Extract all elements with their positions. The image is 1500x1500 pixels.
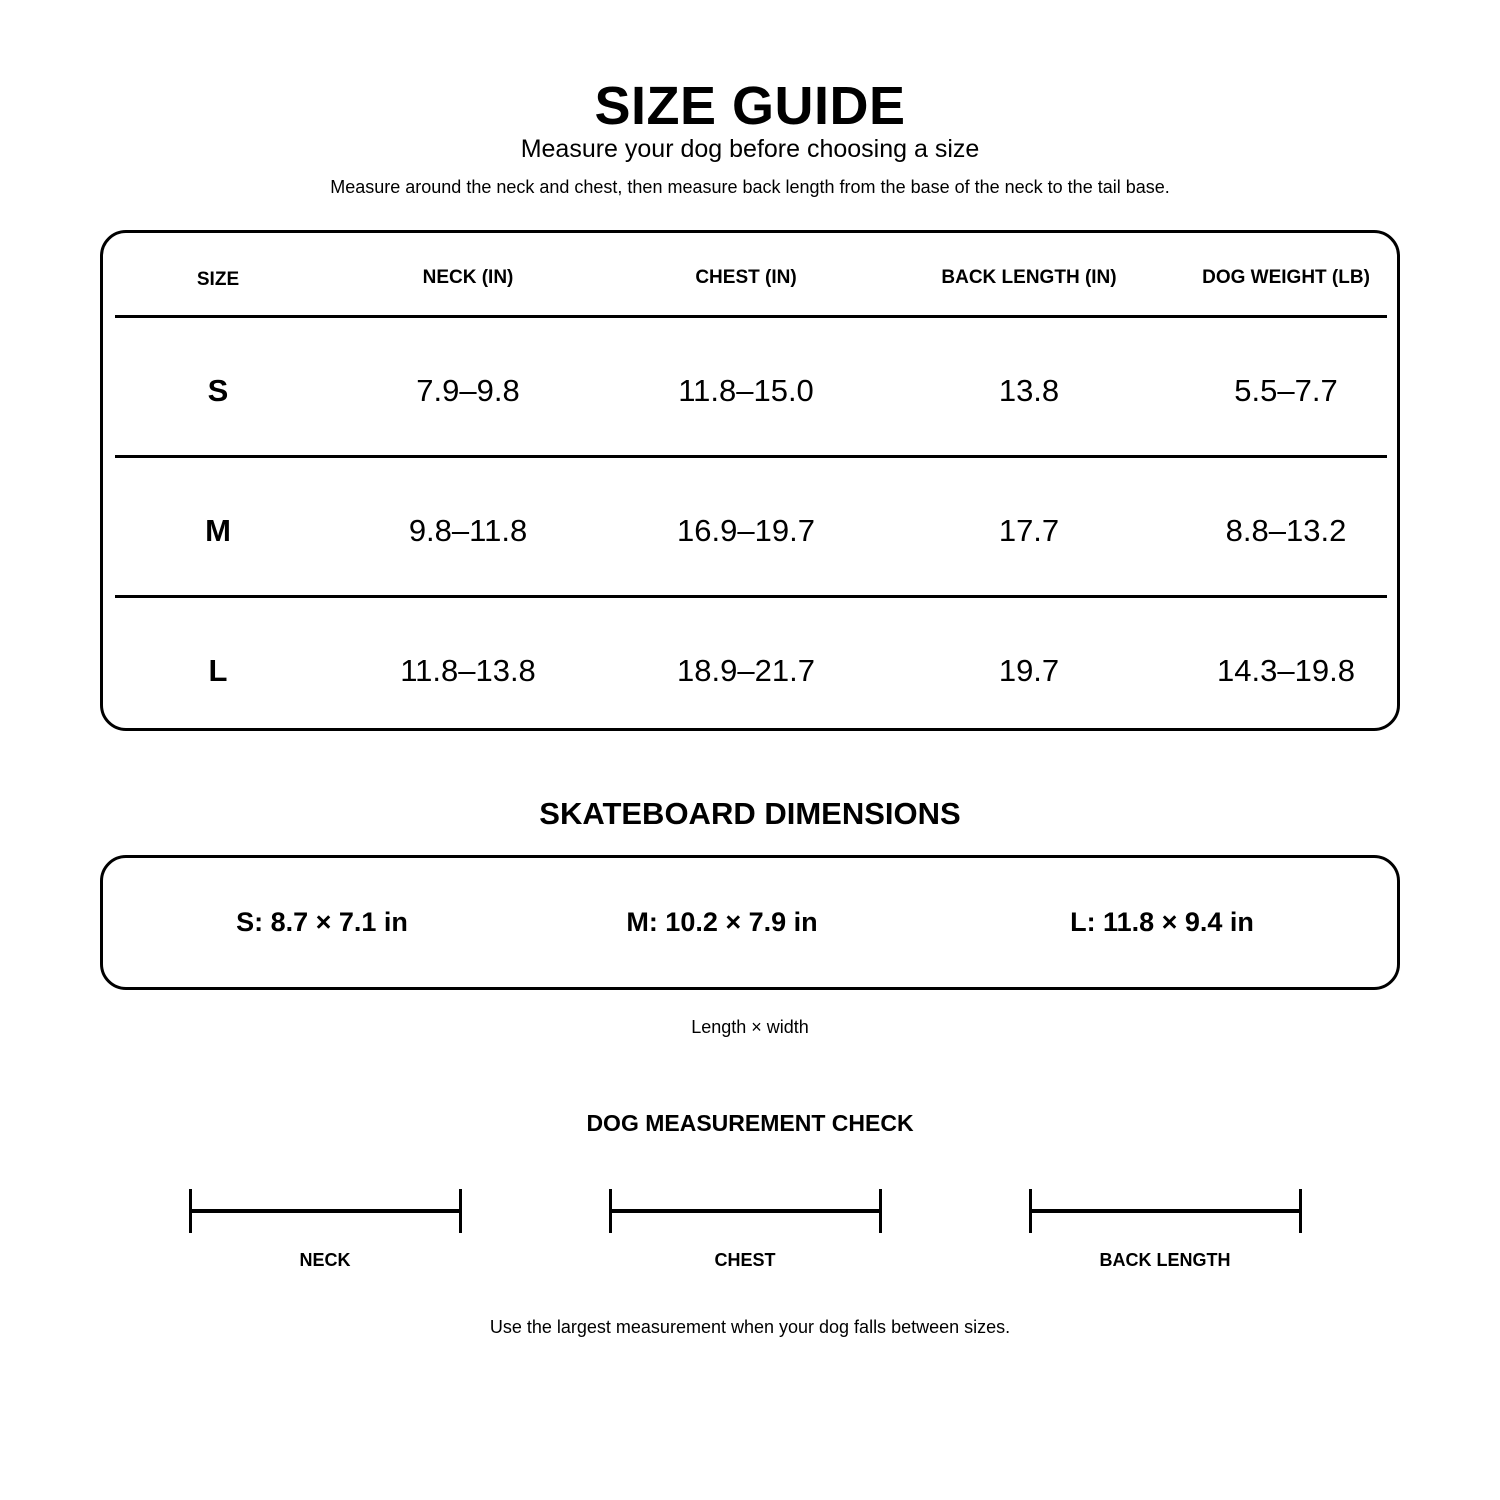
back-length-cell: 13.8 (998, 373, 1060, 408)
between-sizes-note: Use the largest measurement when your dog falls between sizes. (489, 1317, 1011, 1337)
chest-measure-ruler (609, 1189, 882, 1233)
back-length-measure-ruler (1029, 1189, 1302, 1233)
row-divider (115, 455, 1387, 458)
row-divider (115, 595, 1387, 598)
chest-measure-label: CHEST (714, 1250, 776, 1270)
neck-cell: 9.8–11.8 (408, 513, 528, 548)
page-subtitle: Measure your dog before choosing a size (520, 135, 980, 163)
dog-weight-cell: 14.3–19.8 (1217, 653, 1355, 688)
column-header-size: SIZE (196, 269, 240, 290)
neck-cell: 7.9–9.8 (416, 373, 520, 408)
chest-cell: 11.8–15.0 (678, 373, 814, 408)
neck-measure-ruler (189, 1189, 462, 1233)
back-length-cell: 19.7 (998, 653, 1060, 688)
dog-weight-cell: 5.5–7.7 (1234, 373, 1338, 408)
page-title: SIZE GUIDE (594, 76, 906, 136)
measurement-check-title: DOG MEASUREMENT CHECK (586, 1110, 914, 1136)
size-cell: S (207, 373, 229, 408)
back-length-measure-label: BACK LENGTH (1099, 1250, 1231, 1270)
size-table (100, 230, 1400, 731)
header-divider (115, 315, 1387, 318)
column-header-neck: NECK (IN) (422, 267, 514, 288)
neck-cell: 11.8–13.8 (400, 653, 536, 688)
dog-weight-cell: 8.8–13.2 (1225, 513, 1347, 548)
column-header-chest: CHEST (IN) (695, 267, 797, 288)
column-header-back-length: BACK LENGTH (IN) (941, 267, 1117, 288)
skateboard-size-l: L: 11.8 × 9.4 in (1070, 907, 1254, 937)
measuring-instruction: Measure around the neck and chest, then measure back length from the base of the neck to the tail base. (330, 177, 1170, 197)
skateboard-dimension-note: Length × width (691, 1017, 809, 1037)
back-length-cell: 17.7 (998, 513, 1060, 548)
size-cell: M (205, 513, 231, 548)
skateboard-size-m: M: 10.2 × 7.9 in (626, 907, 818, 937)
skateboard-section-title: SKATEBOARD DIMENSIONS (539, 796, 961, 831)
chest-cell: 16.9–19.7 (677, 513, 815, 548)
column-header-dog-weight: DOG WEIGHT (LB) (1202, 267, 1370, 288)
skateboard-dimensions-box (100, 855, 1400, 990)
skateboard-size-s: S: 8.7 × 7.1 in (236, 907, 408, 937)
size-cell: L (208, 653, 228, 688)
chest-cell: 18.9–21.7 (677, 653, 815, 688)
neck-measure-label: NECK (299, 1250, 351, 1270)
